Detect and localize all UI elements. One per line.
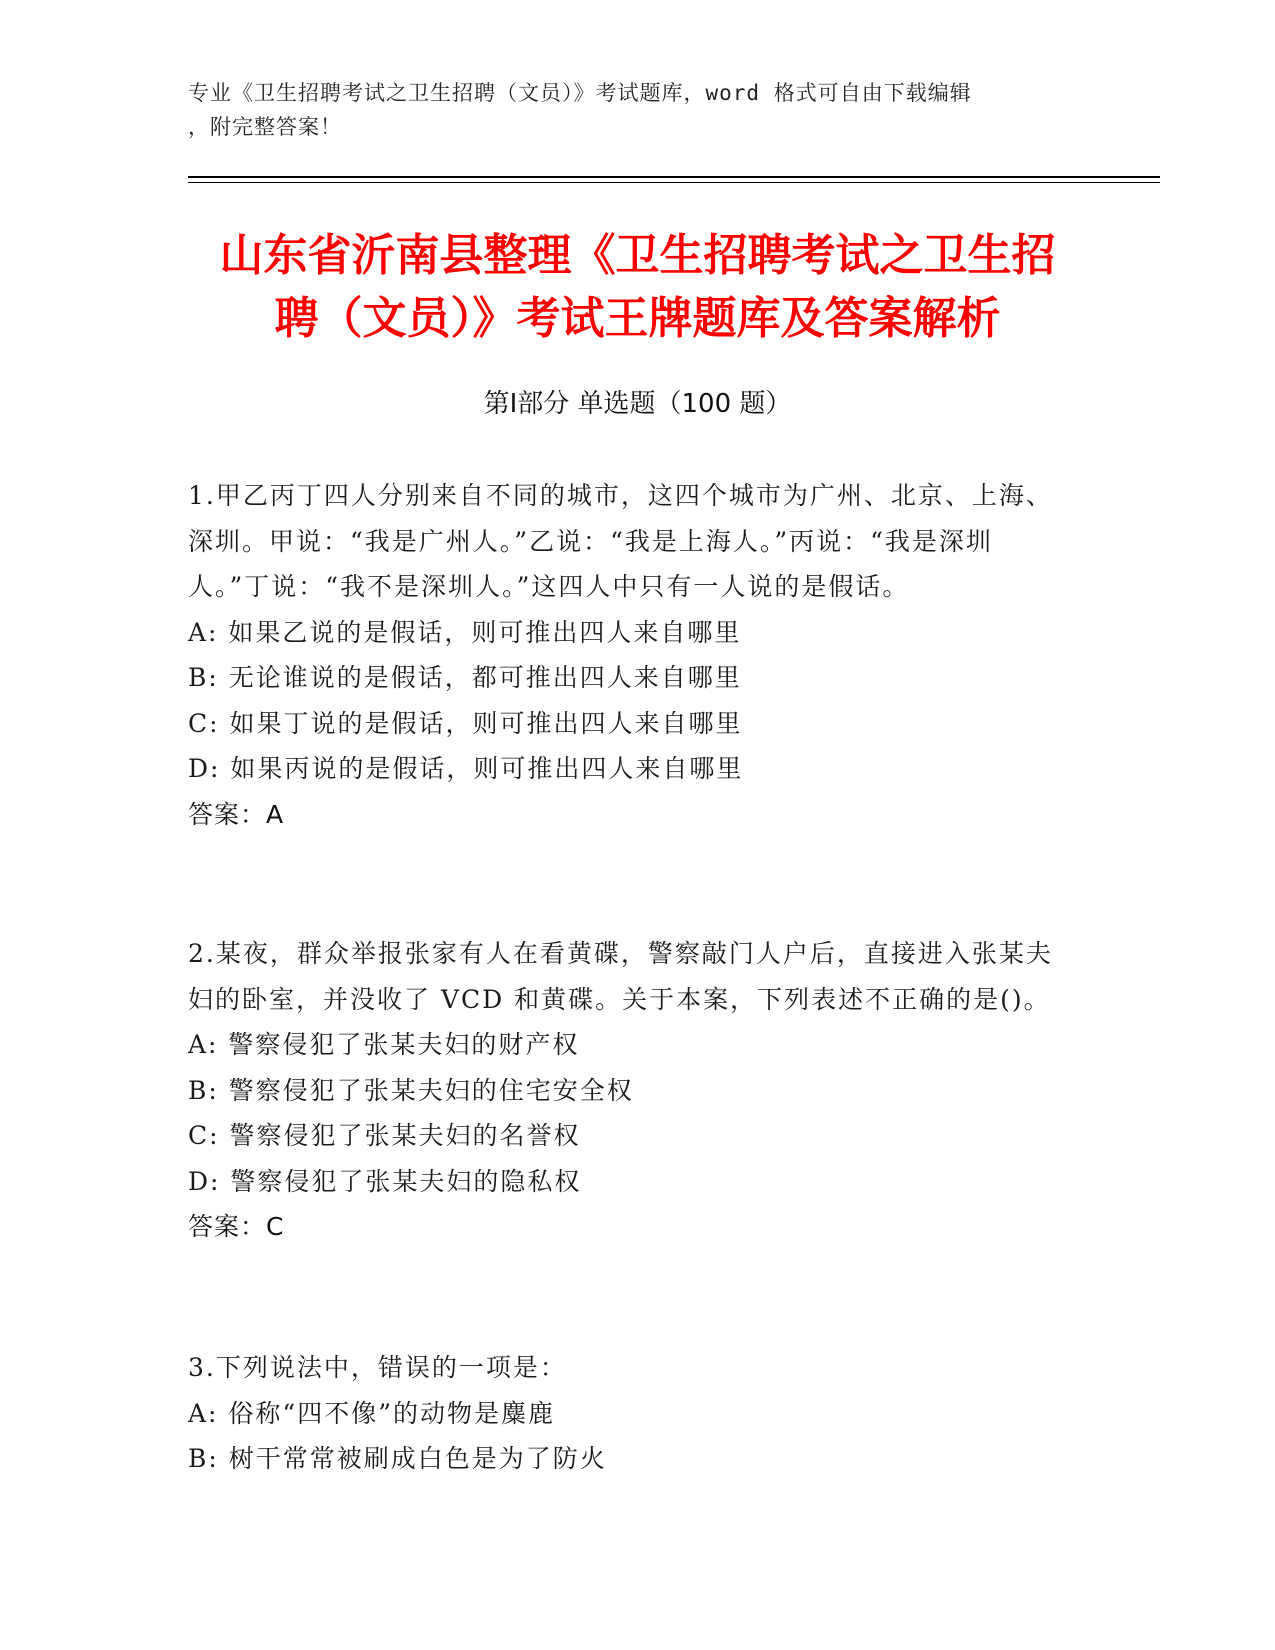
document-title-line-2: 聘（文员）》考试王牌题库及答案解析 bbox=[274, 293, 1001, 344]
section-title: 第Ⅰ部分 单选题（100 题） bbox=[483, 389, 792, 419]
header-note-line-2: ，附完整答案！ bbox=[188, 115, 342, 139]
header-divider-thin bbox=[188, 182, 1160, 183]
header-note-line-1: 专业《卫生招聘考试之卫生招聘（文员）》考试题库，word 格式可自由下载编辑 bbox=[188, 81, 972, 105]
question-2 bbox=[188, 931, 1068, 1250]
answer: 答案：A bbox=[188, 799, 285, 829]
question-stem: 3.下列说法中，错误的一项是： bbox=[188, 1353, 567, 1382]
option-b: B: 树干常常被刷成白色是为了防火 bbox=[188, 1444, 607, 1473]
option-d: D: 如果丙说的是假话，则可推出四人来自哪里 bbox=[188, 754, 744, 783]
header-divider-thick bbox=[188, 176, 1160, 178]
option-c: C: 警察侵犯了张某夫妇的名誉权 bbox=[188, 1121, 581, 1150]
question-stem: 1.甲乙丙丁四人分别来自不同的城市，这四个城市为广州、北京、上海、深圳。甲说：“我是广州人。”乙说：“我是上海人。”丙说：“我是深圳人。”丁说：“我不是深圳人。”这四人中只有一人说的是假话。 bbox=[188, 481, 1053, 601]
answer: 答案：C bbox=[188, 1212, 285, 1241]
question-1 bbox=[188, 473, 1068, 837]
option-b: B: 无论谁说的是假话，都可推出四人来自哪里 bbox=[188, 663, 742, 692]
option-a: A: 俗称“四不像”的动物是麋鹿 bbox=[188, 1398, 555, 1428]
option-d: D: 警察侵犯了张某夫妇的隐私权 bbox=[188, 1166, 582, 1196]
document-title bbox=[150, 224, 1125, 350]
option-b: B: 警察侵犯了张某夫妇的住宅安全权 bbox=[188, 1075, 634, 1105]
option-c: C: 如果丁说的是假话，则可推出四人来自哪里 bbox=[188, 708, 743, 738]
option-a: A: 如果乙说的是假话，则可推出四人来自哪里 bbox=[188, 617, 742, 647]
option-a: A: 警察侵犯了张某夫妇的财产权 bbox=[188, 1030, 580, 1059]
question-stem: 2.某夜，群众举报张家有人在看黄碟，警察敲门人户后，直接进入张某夫妇的卧室，并没收了 VCD 和黄碟。关于本案，下列表述不正确的是()。 bbox=[188, 939, 1053, 1014]
header-note bbox=[188, 76, 1088, 144]
question-3 bbox=[188, 1345, 1068, 1482]
document-title-line-1: 山东省沂南县整理《卫生招聘考试之卫生招 bbox=[219, 230, 1056, 281]
